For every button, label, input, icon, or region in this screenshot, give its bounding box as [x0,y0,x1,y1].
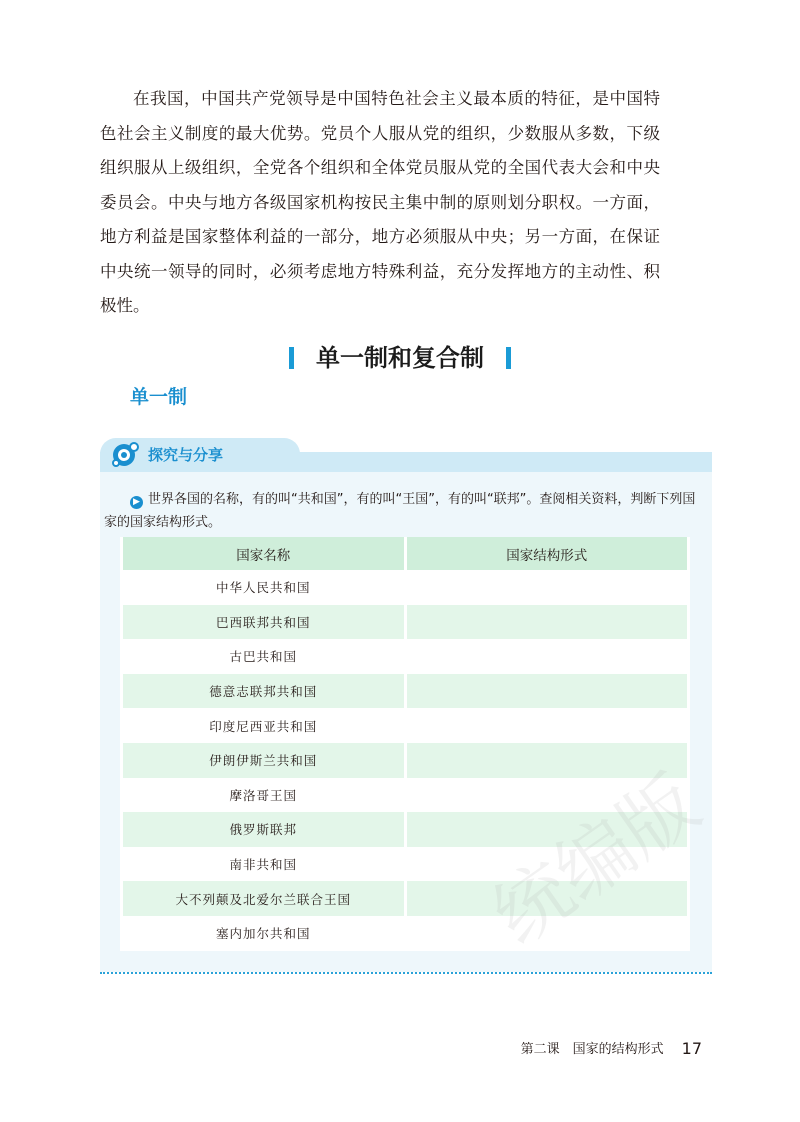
arrow-right-icon: ▶ [130,496,143,509]
title-bar-right [506,347,511,369]
country-name: 大不列颠及北爱尔兰联合王国 [122,881,406,916]
col-header-structure: 国家结构形式 [405,537,689,570]
footer-chapter: 第二课 国家的结构形式 [520,1042,664,1057]
country-name: 德意志联邦共和国 [122,674,406,709]
structure-cell [405,570,689,605]
structure-cell [405,916,689,951]
country-name: 印度尼西亚共和国 [122,708,406,743]
table-row [122,708,689,743]
country-name: 中华人民共和国 [122,570,406,605]
structure-cell [405,847,689,882]
page-number: 17 [681,1039,702,1058]
table-header-row [122,537,689,570]
table-row [122,778,689,813]
activity-title: 探究与分享 [148,446,224,464]
table-row [122,743,689,778]
section-title-text: 单一制和复合制 [316,344,484,372]
sub-title: 单一制 [130,386,188,408]
structure-cell [405,605,689,640]
question-text: 世界各国的名称，有的叫“共和国”，有的叫“王国”，有的叫“联邦”。查阅相关资料，判断下列国家的国家结构形式。 [104,492,696,530]
activity-question [104,488,702,534]
structure-cell [405,674,689,709]
table-row [122,674,689,709]
country-name: 摩洛哥王国 [122,778,406,813]
country-table [120,537,690,951]
structure-cell [405,778,689,813]
country-name: 南非共和国 [122,847,406,882]
activity-box [100,438,712,976]
structure-cell [405,881,689,916]
structure-cell [405,812,689,847]
table-row [122,916,689,951]
activity-tab [100,438,300,472]
body-paragraph: 在我国，中国共产党领导是中国特色社会主义最本质的特征，是中国特色社会主义制度的最大优势。党员个人服从党的组织，少数服从多数，下级组织服从上级组织，全党各个组织和全体党员服从党的全国代表大会和中央委员会。中央与地方各级国家机构按民主集中制的原则划分职权。一方面，地方利益是国家整体利益的一部分，地方必须服从中央；另一方面，在保证中央统一领导的同时，必须考虑地方特殊利益，充分发挥地方的主动性、积极性。 [100,89,660,315]
section-title [0,338,800,373]
structure-cell [405,639,689,674]
structure-cell [405,708,689,743]
table-row [122,570,689,605]
country-name: 俄罗斯联邦 [122,812,406,847]
country-name: 塞内加尔共和国 [122,916,406,951]
table-row [122,812,689,847]
page-footer [521,1038,702,1058]
table-row [122,881,689,916]
col-header-country: 国家名称 [122,537,406,570]
explore-share-icon [110,441,140,473]
table-row [122,605,689,640]
table-row [122,847,689,882]
country-name: 伊朗伊斯兰共和国 [122,743,406,778]
title-bar-left [289,347,294,369]
table-row [122,639,689,674]
country-name: 古巴共和国 [122,639,406,674]
country-name: 巴西联邦共和国 [122,605,406,640]
structure-cell [405,743,689,778]
activity-dotted-border [100,972,712,974]
